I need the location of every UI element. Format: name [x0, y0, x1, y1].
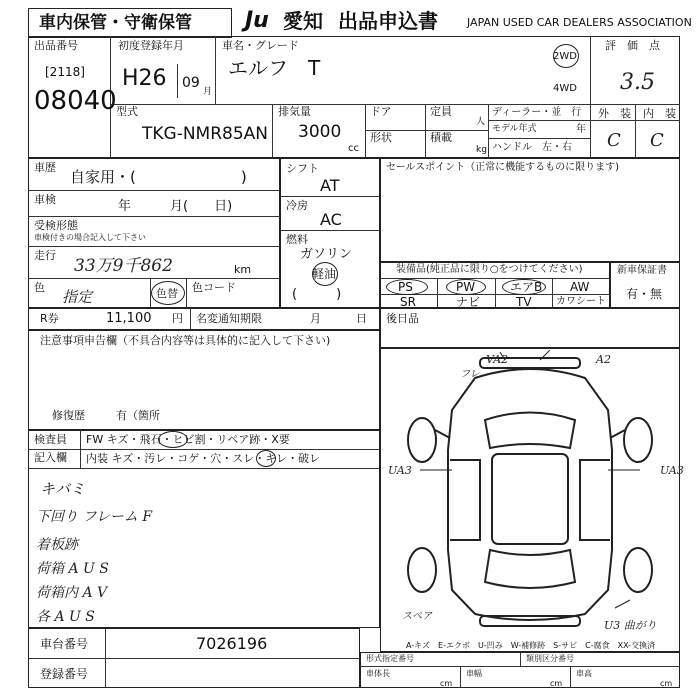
org-logo: Ju — [245, 8, 269, 33]
inspection-value: 年 月( 日) — [118, 199, 233, 214]
recycle-value: 11,100 — [106, 311, 152, 326]
sales-point-label: セールスポイント（正常に機能するものに限ります) — [386, 162, 620, 173]
history-value: 自家用・( ) — [70, 168, 247, 186]
score-int-value: C — [650, 130, 664, 151]
width-label: 車幅 — [466, 669, 482, 678]
first-reg-month: 09 — [182, 75, 200, 91]
first-reg-month-unit: 月 — [203, 87, 213, 97]
name-change-month: 月 — [310, 312, 321, 325]
door-label: ドア — [370, 105, 392, 118]
inspector-label-2: 記入欄 — [34, 451, 67, 464]
class-label: 類別区分番号 — [526, 654, 574, 663]
load-label: 積載 — [430, 131, 452, 144]
inspector-circle-hole — [256, 450, 276, 467]
color-code-label: 色コード — [192, 281, 236, 294]
model-value: TKG-NMR85AN — [142, 124, 269, 144]
recycle-unit: 円 — [172, 312, 183, 325]
notes-label: 注意事項申告欄（不具合内容等は具体的に記入して下さい) — [40, 334, 331, 347]
height-label: 車高 — [576, 669, 592, 678]
equip-sr: SR — [400, 295, 416, 309]
repair-value: 有（箇所 — [116, 409, 160, 422]
ac-value: AC — [320, 210, 342, 229]
new-car-value: 有・無 — [626, 287, 663, 301]
damage-mark-left: UA3 — [388, 464, 412, 477]
inspector-note-4: 荷箱 A U S — [36, 561, 109, 577]
inspector-row-1: FW キズ・飛石・ヒビ割・リペア跡・X要 — [86, 433, 290, 446]
length-unit: cm — [440, 679, 453, 688]
lot-number: 08040 — [34, 86, 117, 116]
model-year-label: モデル年式 — [492, 124, 537, 134]
form-title: 出品申込書 — [338, 9, 438, 33]
receipt-note: 車検付きの場合記入して下さい — [34, 233, 146, 242]
equip-seat: カワシート — [556, 296, 606, 307]
inspector-circle-stone — [158, 431, 188, 448]
lot-sub-number: [2118] — [45, 65, 85, 79]
rear-item-box — [380, 308, 680, 348]
height-unit: cm — [660, 679, 673, 688]
dealer-label: ディーラー・並 行 — [492, 107, 582, 118]
score-label: 評 価 点 — [605, 39, 660, 52]
damage-mark-front: フレ — [460, 369, 480, 380]
displacement-unit: cc — [348, 143, 359, 154]
stamp-box — [28, 8, 232, 38]
capacity-label: 定員 — [430, 105, 452, 118]
first-reg-label: 初度登録年月 — [118, 39, 184, 52]
fuel-other: 軽油 — [312, 267, 337, 281]
equip-pw: PW — [456, 280, 476, 294]
score-ext-label: 外 装 — [598, 107, 631, 120]
chassis-label: 車台番号 — [40, 637, 89, 651]
car-name-value: エルフ T — [228, 56, 321, 80]
registration-label: 登録番号 — [40, 667, 89, 681]
inspection-label: 車検 — [34, 193, 56, 206]
equipment-label: 装備品(純正品に限り○をつけてください) — [396, 264, 583, 275]
top-grid — [28, 36, 680, 158]
length-label: 車体長 — [366, 669, 390, 678]
equip-tv: TV — [516, 295, 532, 309]
score-value: 3.5 — [620, 70, 655, 95]
model-year-unit: 年 — [576, 124, 586, 135]
damage-mark-rear: U3 曲がり — [604, 619, 657, 632]
shift-label: シフト — [286, 162, 319, 175]
stamp-text: 車内保管・守衛保管 — [39, 13, 192, 33]
first-reg-year: H26 — [122, 66, 167, 91]
fuel-paren: ( ) — [292, 287, 342, 302]
sales-point-box — [380, 158, 680, 262]
equip-airbag: エアB — [510, 280, 543, 294]
car-name-label: 車名・グレード — [222, 39, 299, 52]
chassis-value: 7026196 — [196, 634, 268, 653]
equip-ps: PS — [398, 280, 413, 294]
score-ext-value: C — [607, 130, 621, 151]
recycle-label: R券 — [40, 312, 59, 325]
displacement-label: 排気量 — [278, 105, 311, 118]
mileage-unit: km — [234, 263, 252, 276]
lot-label: 出品番号 — [34, 39, 78, 52]
drive-4wd: 4WD — [553, 83, 577, 94]
capacity-unit: 人 — [476, 117, 486, 127]
rear-item-label: 後日品 — [386, 312, 419, 325]
fuel-value: ガソリン — [300, 247, 353, 262]
org-name: 愛知 — [283, 9, 323, 33]
damage-mark-top-left: VA2 — [486, 353, 509, 366]
inspector-note-5: 荷箱内 A V — [36, 585, 108, 601]
color-change: 色替 — [156, 287, 178, 300]
inspector-note-6: 各 A U S — [36, 609, 95, 625]
color-label: 色 — [34, 281, 45, 294]
drive-2wd: 2WD — [553, 51, 577, 62]
handle-label: ハンドル 左・右 — [492, 142, 572, 153]
inspector-note-1: キバミ — [40, 480, 86, 498]
inspector-note-2: 下回り フレーム F — [36, 509, 153, 525]
damage-mark-right: UA3 — [660, 464, 684, 477]
name-change-day: 日 — [356, 312, 367, 325]
ac-label: 冷房 — [286, 199, 308, 212]
history-label: 車歴 — [34, 161, 56, 174]
mileage-label: 走行 — [34, 249, 56, 262]
damage-legend: A-キズ E-エクボ U-凹み W-補修跡 S-サビ C-腐食 XX-交換済 — [406, 641, 656, 650]
inspector-label-1: 検査員 — [34, 433, 67, 446]
org-english: JAPAN USED CAR DEALERS ASSOCIATION — [467, 16, 692, 29]
model-label: 型式 — [116, 105, 138, 118]
new-car-label: 新車保証書 — [617, 265, 667, 276]
displacement-value: 3000 — [298, 122, 342, 142]
receipt-label: 受検形態 — [34, 219, 78, 232]
color-value: 指定 — [62, 288, 93, 306]
repair-label: 修復歴 — [52, 409, 85, 422]
score-int-label: 内 装 — [643, 107, 676, 120]
damage-mark-spare: スペア — [402, 611, 432, 622]
name-change-label: 名変通知期限 — [196, 312, 262, 325]
shape-label: 形状 — [370, 131, 392, 144]
car-diagram — [380, 350, 680, 630]
damage-mark-top-right: A2 — [596, 353, 611, 366]
fuel-label: 燃料 — [286, 233, 308, 246]
inspector-note-3: 着板跡 — [36, 537, 78, 553]
width-unit: cm — [550, 679, 563, 688]
mileage-value: 33万9千862 — [74, 256, 173, 276]
load-unit: kg — [476, 145, 487, 155]
equip-navi: ナビ — [456, 295, 481, 309]
inspector-row-2: 内装 キズ・汚レ・コゲ・穴・スレ・キレ・破レ — [86, 452, 321, 465]
designation-label: 形式指定番号 — [366, 654, 414, 663]
equip-aw: AW — [570, 280, 590, 294]
shift-value: AT — [320, 176, 340, 195]
